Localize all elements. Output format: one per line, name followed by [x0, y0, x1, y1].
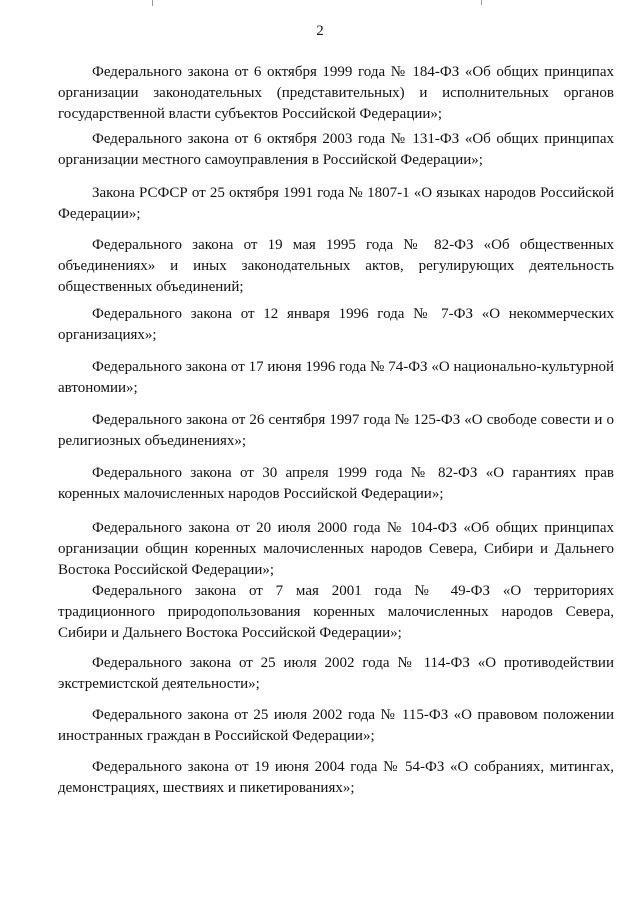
- law-reference-paragraph: Федерального закона от 26 сентября 1997 года № 125-ФЗ «О свободе совести и о религиозных объединениях»;: [58, 412, 614, 449]
- law-reference-paragraph: Федерального закона от 20 июля 2000 года № 104-ФЗ «Об общих принципах организации общин коренных малочисленных народов Севера, Сибири и Дальнего Востока Российской Федерации»;: [58, 520, 614, 578]
- law-reference-paragraph: Федерального закона от 25 июля 2002 года № 114-ФЗ «О противодействии экстремистской деятельности»;: [58, 655, 614, 692]
- law-reference-paragraph: Федерального закона от 7 мая 2001 года № 49-ФЗ «О территориях традиционного природопользования коренных малочисленных народов Севера, Сибири и Дальнего Востока Российской Федерации»;: [58, 583, 614, 641]
- law-reference-paragraph: Федерального закона от 19 июня 2004 года № 54-ФЗ «О собраниях, митингах, демонстрациях, шествиях и пикетированиях»;: [58, 759, 614, 796]
- law-reference-paragraph: Федерального закона от 30 апреля 1999 года № 82-ФЗ «О гарантиях прав коренных малочисленных народов Российской Федерации»;: [58, 465, 614, 502]
- page-number: 2: [316, 23, 324, 39]
- scan-mark: [152, 0, 153, 6]
- law-reference-paragraph: Федерального закона от 12 января 1996 года № 7-ФЗ «О некоммерческих организациях»;: [58, 306, 614, 343]
- law-reference-paragraph: Федерального закона от 6 октября 1999 года № 184-ФЗ «Об общих принципах организации законодательных (представительных) и исполнительных органов государственной власти субъектов Российской Федерации»;: [58, 64, 614, 122]
- law-reference-paragraph: Федерального закона от 19 мая 1995 года № 82-ФЗ «Об общественных объединениях» и иных законодательных актов, регулирующих деятельность общественных объединений;: [58, 237, 614, 295]
- law-reference-paragraph: Закона РСФСР от 25 октября 1991 года № 1807-1 «О языках народов Российской Федерации»;: [58, 185, 614, 222]
- law-reference-paragraph: Федерального закона от 17 июня 1996 года № 74-ФЗ «О национально-культурной автономии»;: [58, 359, 614, 396]
- law-reference-paragraph: Федерального закона от 6 октября 2003 года № 131-ФЗ «Об общих принципах организации местного самоуправления в Российской Федерации»;: [58, 131, 614, 168]
- scan-mark: [481, 0, 482, 5]
- law-reference-paragraph: Федерального закона от 25 июля 2002 года № 115-ФЗ «О правовом положении иностранных граждан в Российской Федерации»;: [58, 707, 614, 744]
